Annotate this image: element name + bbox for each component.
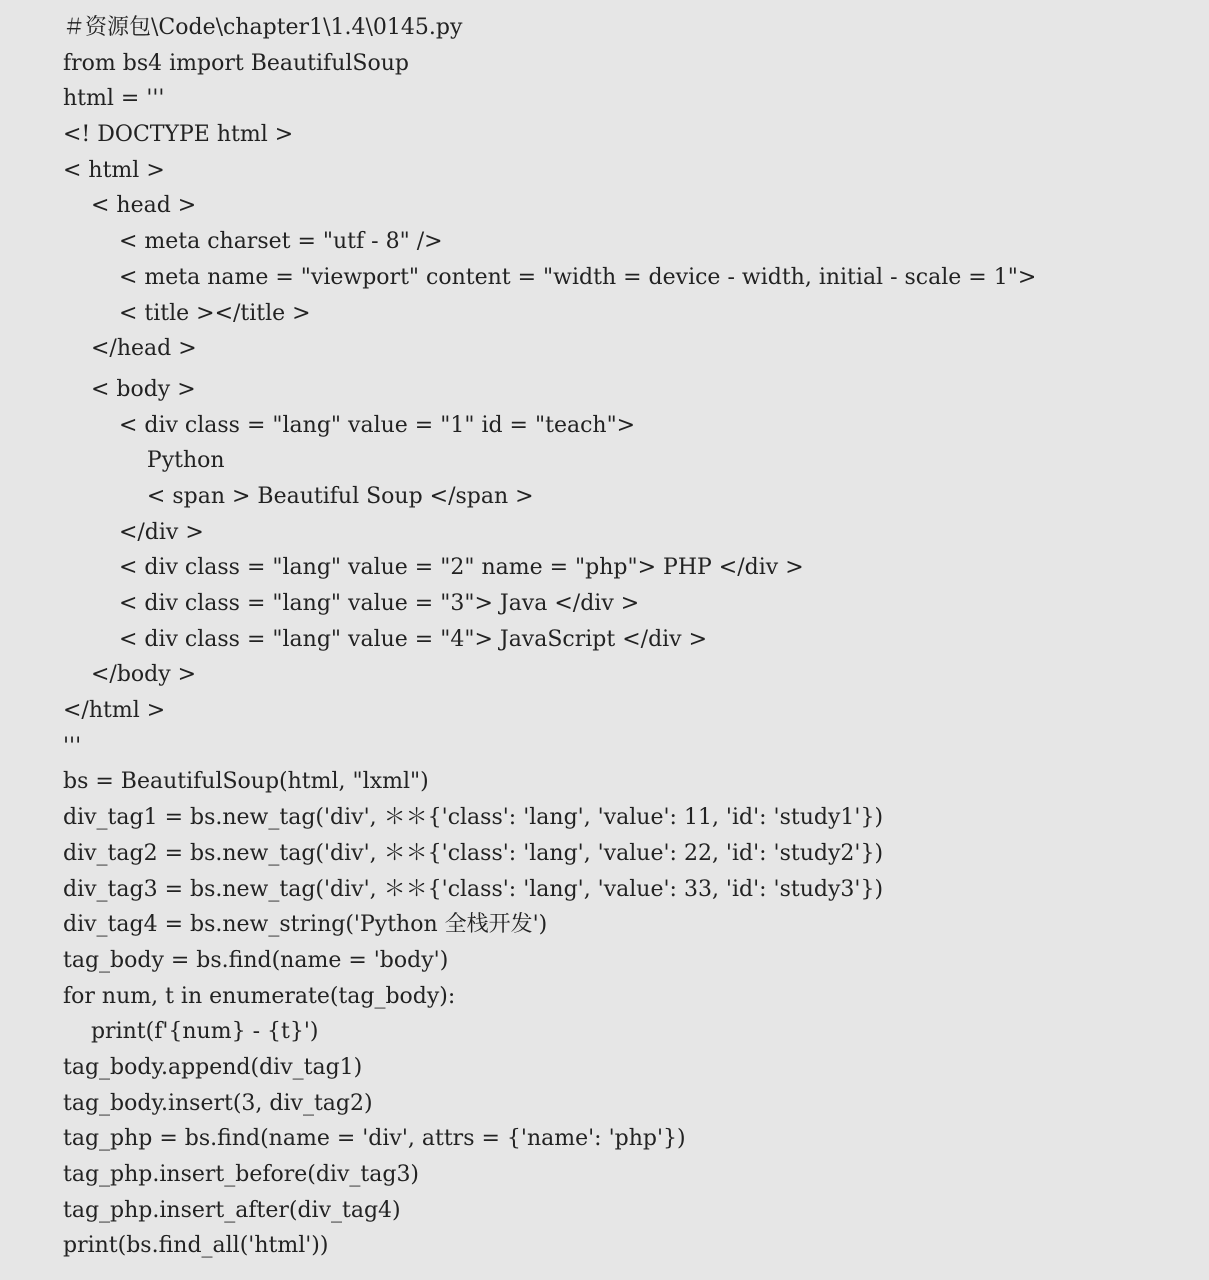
code-line: Python — [63, 448, 225, 474]
code-line: < div class = "lang" value = "3"> Java </div > — [63, 591, 640, 616]
code-line: < div class = "lang" value = "4"> JavaScript </div > — [63, 626, 708, 652]
code-line: tag_php.insert_before(div_tag3) — [63, 1162, 420, 1187]
code-line: <! DOCTYPE html > — [63, 122, 294, 148]
code-line: html = ''' — [63, 86, 165, 112]
code-line: </body > — [63, 662, 197, 688]
code-line: < span > Beautiful Soup </span > — [63, 483, 534, 509]
code-line: </div > — [63, 519, 204, 545]
code-line: < body > — [63, 376, 196, 402]
code-line: < div class = "lang" value = "2" name = "php"> PHP </div > — [63, 555, 804, 581]
code-line: < html > — [63, 157, 165, 183]
code-line: print(bs.find_all('html')) — [63, 1233, 329, 1259]
code-line-comment: ＃资源包\Code\chapter1\1.4\0145.py — [63, 15, 463, 40]
code-line: < head > — [63, 193, 197, 219]
code-line: < div class = "lang" value = "1" id = "teach"> — [63, 412, 636, 438]
code-line: < meta charset = "utf - 8" /> — [63, 229, 443, 255]
code-line: tag_php = bs.find(name = 'div', attrs = {'name': 'php'}) — [63, 1126, 686, 1152]
code-line: for num, t in enumerate(tag_body): — [63, 983, 456, 1009]
code-line: div_tag3 = bs.new_tag('div', ＊＊{'class': 'lang', 'value': 33, 'id': 'study3'}) — [63, 876, 884, 902]
code-line: </html > — [63, 698, 166, 724]
code-line: bs = BeautifulSoup(html, "lxml") — [63, 769, 429, 795]
code-line: </head > — [63, 336, 197, 362]
code-line: tag_php.insert_after(div_tag4) — [63, 1197, 401, 1223]
code-line: ''' — [63, 733, 82, 759]
code-line: tag_body = bs.find(name = 'body') — [63, 947, 449, 973]
code-line: tag_body.insert(3, div_tag2) — [63, 1090, 373, 1116]
code-line: from bs4 import BeautifulSoup — [63, 50, 409, 76]
code-line: print(f'{num} - {t}') — [63, 1019, 319, 1045]
code-line: div_tag2 = bs.new_tag('div', ＊＊{'class': 'lang', 'value': 22, 'id': 'study2'}) — [63, 840, 884, 866]
code-line: div_tag1 = bs.new_tag('div', ＊＊{'class': 'lang', 'value': 11, 'id': 'study1'}) — [63, 805, 884, 831]
code-listing — [63, 10, 1193, 1264]
code-line: div_tag4 = bs.new_string('Python 全栈开发') — [63, 912, 548, 938]
code-line: tag_body.append(div_tag1) — [63, 1054, 363, 1080]
code-line: < meta name = "viewport" content = "width = device - width, initial - scale = 1"> — [63, 264, 1037, 290]
code-line: < title ></title > — [63, 300, 311, 326]
